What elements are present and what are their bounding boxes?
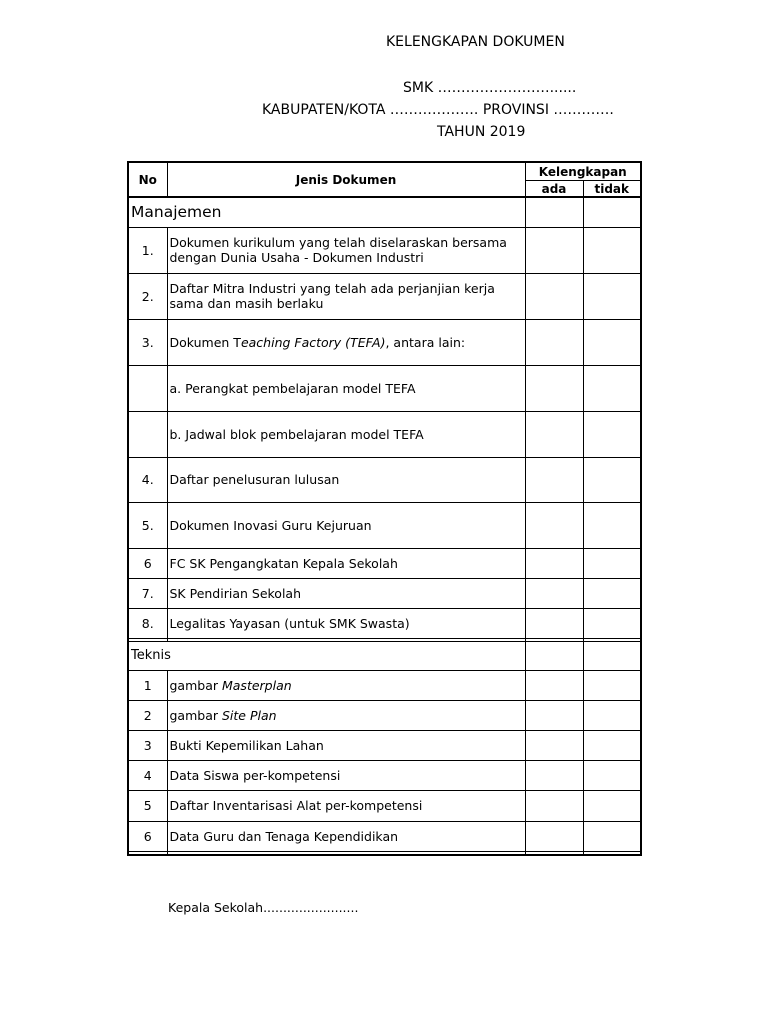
checkbox-tidak[interactable] — [583, 700, 641, 730]
checkbox-ada[interactable] — [525, 365, 583, 411]
row-separator — [128, 851, 641, 855]
checkbox-tidak[interactable] — [583, 730, 641, 760]
checkbox-ada[interactable] — [525, 670, 583, 700]
checkbox-ada[interactable] — [525, 319, 583, 365]
table-row — [128, 457, 641, 502]
checkbox-tidak[interactable] — [583, 608, 641, 638]
document-name-prefix: gambar — [169, 707, 222, 723]
checkbox-ada[interactable] — [525, 502, 583, 548]
table-row — [128, 760, 641, 790]
column-header-no: No — [128, 162, 167, 197]
checkbox-tidak[interactable] — [583, 197, 641, 227]
row-number: 4. — [128, 457, 167, 502]
checkbox-ada[interactable] — [525, 411, 583, 457]
row-number: 2. — [128, 273, 167, 319]
checkbox-tidak[interactable] — [583, 641, 641, 670]
checkbox-ada[interactable] — [525, 548, 583, 578]
document-name-italic: Masterplan — [221, 677, 292, 693]
row-number: 8. — [128, 608, 167, 638]
checkbox-ada[interactable] — [525, 641, 583, 670]
document-name: Dokumen kurikulum yang telah diselaraskan bersama dengan Dunia Usaha - Dokumen Industri — [167, 227, 525, 273]
checkbox-tidak[interactable] — [583, 760, 641, 790]
table-row — [128, 790, 641, 821]
checkbox-ada[interactable] — [525, 578, 583, 608]
table-row — [128, 548, 641, 578]
table-row — [128, 365, 641, 411]
document-name: Legalitas Yayasan (untuk SMK Swasta) — [167, 608, 525, 638]
column-header-kelengkapan: Kelengkapan — [525, 162, 641, 181]
document-name: Daftar Mitra Industri yang telah ada perjanjian kerja sama dan masih berlaku — [167, 273, 525, 319]
checkbox-tidak[interactable] — [583, 365, 641, 411]
table-row — [128, 502, 641, 548]
row-number: 6 — [128, 548, 167, 578]
row-number: 1. — [128, 227, 167, 273]
checkbox-tidak[interactable] — [583, 548, 641, 578]
checkbox-tidak[interactable] — [583, 821, 641, 851]
document-name: FC SK Pengangkatan Kepala Sekolah — [167, 548, 525, 578]
table-row — [128, 578, 641, 608]
table-row — [128, 821, 641, 851]
document-name — [167, 700, 525, 730]
row-number: 7. — [128, 578, 167, 608]
section-row — [128, 641, 641, 670]
document-name — [167, 319, 525, 365]
document-name-suffix: , antara lain: — [385, 334, 466, 350]
checkbox-ada[interactable] — [525, 457, 583, 502]
table-row — [128, 319, 641, 365]
checkbox-ada[interactable] — [525, 700, 583, 730]
table-row — [128, 273, 641, 319]
section-row — [128, 197, 641, 227]
table-row — [128, 700, 641, 730]
checkbox-tidak[interactable] — [583, 670, 641, 700]
checkbox-ada[interactable] — [525, 197, 583, 227]
school-line: SMK ……………………...... — [403, 80, 577, 96]
section-title-teknis: Teknis — [128, 641, 525, 670]
document-name: Data Siswa per-kompetensi — [167, 760, 525, 790]
column-header-jenis: Jenis Dokumen — [167, 162, 525, 197]
table-row — [128, 608, 641, 638]
document-name-prefix: gambar — [169, 677, 222, 693]
year-line: TAHUN 2019 — [437, 124, 526, 140]
region-line: KABUPATEN/KOTA ………………. PROVINSI …………. — [262, 102, 614, 118]
row-number: 2 — [128, 700, 167, 730]
checkbox-ada[interactable] — [525, 790, 583, 821]
checkbox-tidak[interactable] — [583, 411, 641, 457]
checkbox-tidak[interactable] — [583, 502, 641, 548]
checkbox-ada[interactable] — [525, 227, 583, 273]
checkbox-tidak[interactable] — [583, 457, 641, 502]
row-number — [128, 365, 167, 411]
document-name: Daftar penelusuran lulusan — [167, 457, 525, 502]
row-number: 1 — [128, 670, 167, 700]
document-name: b. Jadwal blok pembelajaran model TEFA — [167, 411, 525, 457]
document-name: Bukti Kepemilikan Lahan — [167, 730, 525, 760]
checkbox-tidak[interactable] — [583, 227, 641, 273]
table-row — [128, 730, 641, 760]
checkbox-tidak[interactable] — [583, 790, 641, 821]
row-number: 6 — [128, 821, 167, 851]
document-name-italic: eaching Factory (TEFA) — [240, 334, 386, 350]
table-row — [128, 227, 641, 273]
document-name-italic: Site Plan — [221, 707, 277, 723]
checkbox-ada[interactable] — [525, 273, 583, 319]
row-number: 3 — [128, 730, 167, 760]
checkbox-ada[interactable] — [525, 608, 583, 638]
checkbox-ada[interactable] — [525, 760, 583, 790]
document-name: Dokumen Inovasi Guru Kejuruan — [167, 502, 525, 548]
checkbox-tidak[interactable] — [583, 319, 641, 365]
checkbox-tidak[interactable] — [583, 578, 641, 608]
row-number: 3. — [128, 319, 167, 365]
principal-signature-line: Kepala Sekolah........................ — [168, 900, 359, 915]
section-title-manajemen: Manajemen — [128, 197, 525, 227]
document-name-prefix: Dokumen T — [169, 334, 241, 350]
checkbox-tidak[interactable] — [583, 273, 641, 319]
table-row — [128, 670, 641, 700]
document-name: Data Guru dan Tenaga Kependidikan — [167, 821, 525, 851]
document-name: SK Pendirian Sekolah — [167, 578, 525, 608]
row-number — [128, 411, 167, 457]
row-number: 5. — [128, 502, 167, 548]
document-name: a. Perangkat pembelajaran model TEFA — [167, 365, 525, 411]
document-name — [167, 670, 525, 700]
document-name: Daftar Inventarisasi Alat per-kompetensi — [167, 790, 525, 821]
table-row — [128, 411, 641, 457]
checkbox-ada[interactable] — [525, 821, 583, 851]
column-header-ada: ada — [525, 181, 583, 198]
column-header-tidak: tidak — [583, 181, 641, 198]
document-checklist-table — [127, 161, 642, 856]
row-number: 4 — [128, 760, 167, 790]
checkbox-ada[interactable] — [525, 730, 583, 760]
row-number: 5 — [128, 790, 167, 821]
document-title: KELENGKAPAN DOKUMEN — [386, 34, 565, 50]
